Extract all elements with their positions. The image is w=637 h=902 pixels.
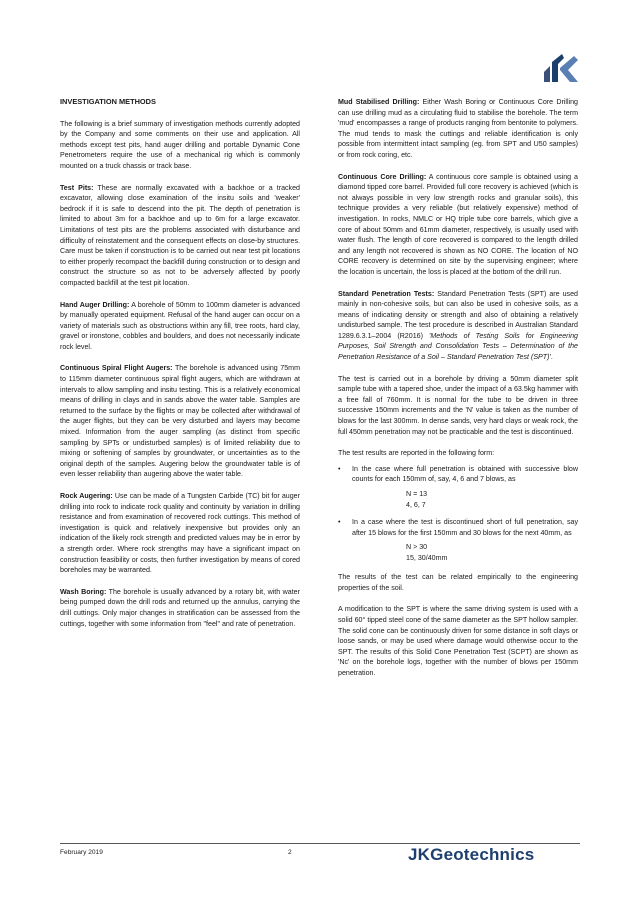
core-drilling-paragraph — [338, 172, 578, 278]
wash-boring-text: The borehole is usually advanced by a rotary bit, with water being pumped down the drill rods and returned up the annulus, carrying the drill cuttings. Only major changes in stratification can be assessed from the cuttings, together with some information from "feel" and rate of penetration. — [60, 587, 300, 628]
right-column — [338, 97, 578, 690]
formula-line: 15, 30/40mm — [406, 554, 448, 563]
brand-prefix: JK — [408, 845, 431, 864]
brand-suffix: Geotechnics — [430, 845, 535, 864]
spt-heading: Standard Penetration Tests: — [338, 289, 435, 298]
bullet-item — [338, 464, 578, 485]
formula-line: 4, 6, 7 — [406, 501, 426, 509]
hand-auger-paragraph — [60, 300, 300, 353]
bullet-text: In a case where the test is discontinued short of full penetration, say after 15 blows for the first 150mm and 30 blows for the next 40mm, as — [352, 518, 578, 537]
core-drilling-text: A continuous core sample is obtained using a diamond tipped core barrel. Provided full core recovery is achieved (which is not always possible in very low strength rocks and granular soils), this technique provides a very reliable (but relatively expensive) method of investigation. In rocks, NMLC or HQ triple tube core barrels, which give a core of about 50mm and 61mm diameter, respectively, is usually used with water flush. The length of core recovered is compared to the length drilled and any length not recovered is shown as NO CORE. The location of NO CORE recovery is determined on site by the supervising engineer; where the location is uncertain, the loss is placed at the bottom of the drill run. — [338, 172, 578, 276]
jk-logo-icon — [538, 52, 580, 84]
bullet-marker: • — [338, 518, 341, 526]
hand-auger-text: A borehole of 50mm to 100mm diameter is advanced by manually operated equipment. Refusal of the hand auger can occur on a variety of materials such as obstructions within any fill, tree roots, hard clay, gravel or ironstone, cobbles and boulders, and does not necessarily indicate rock level. — [60, 300, 300, 351]
spt-end: . — [550, 353, 553, 362]
section-title: INVESTIGATION METHODS — [60, 97, 156, 106]
bullet-text: In the case where full penetration is obtained with successive blow counts for each 150mm of, say, 4, 6 and 7 blows, as — [352, 464, 578, 484]
spiral-auger-text: The borehole is advanced using 75mm to 115mm diameter continuous spiral flight augers, which are withdrawn at intervals to allow sampling and insitu testing. This is a relatively economical means of drilling in clays and in sands above the water table. Samples are returned to the surface by the flights or may be collected after withdrawal of the auger flights, but they can be very disturbed and layers may become mixed. Information from the auger sampling (as distinct from specific sampling by SPTs or undisturbed samples) is of limited reliability due to mixing or softening of samples by groundwater, or uncertainties as to the original depth of the samples. Augering below the groundwater table is of even lesser reliability than augering above the water table. — [60, 364, 300, 479]
spiral-auger-heading: Continuous Spiral Flight Augers: — [60, 364, 173, 373]
spt-results-paragraph: The results of the test can be related empirically to the engineering properties of the soil. — [338, 573, 578, 592]
mud-drilling-text: Either Wash Boring or Continuous Core Drilling can use drilling mud as a circulating fluid to stabilise the borehole. The term 'mud' encompasses a range of products ranging from bentonite to polymers. The mud tends to mask the cuttings and reliable identification is only possible from intermittent intact sampling (eg. from SPT and U50 samples) or from rock coring, etc. — [338, 98, 579, 159]
spt-reporting-paragraph: The test results are reported in the following form: — [338, 449, 495, 458]
rock-augering-text: Use can be made of a Tungsten Carbide (TC) bit for auger drilling into rock to indicate rock quality and continuity by variation in drilling resistance and from examination of recovered rock cuttings. This method of investigation is quick and relatively inexpensive but provides only an indication of the likely rock strength and predicted values may be in error by a strength order. Where rock strengths may have a significant impact on construction feasibility or costs, then further investigation by means of cored boreholes may be warranted. — [60, 492, 300, 575]
bullet-item — [338, 517, 578, 538]
spt-paragraph — [338, 289, 578, 363]
rock-augering-paragraph — [60, 491, 300, 576]
test-pits-paragraph — [60, 183, 300, 289]
spiral-auger-paragraph — [60, 363, 300, 480]
formula-block — [338, 489, 578, 511]
scpt-paragraph: A modification to the SPT is where the same driving system is used with a solid 60° tipped steel cone of the same diameter as the SPT hollow sampler. The solid cone can be continuously driven for some distance in soft clays or loose sands, or may be used where damage would otherwise occur to the SPT. The results of this Solid Cone Penetration Test (SCPT) are shown as 'Nc' on the borehole logs, together with the number of blows per 150mm penetration. — [338, 605, 578, 677]
spt-text: Standard Penetration Tests (SPT) are used mainly in non-cohesive soils, but can also be used in cohesive soils, as a means of indicating density or strength and also of obtaining a relatively undisturbed sample. The test procedure is described in Australian Standard 1289.6.3.1–2004 (R2016) — [338, 289, 578, 340]
footer-divider — [60, 843, 580, 844]
spt-procedure-paragraph: The test is carried out in a borehole by driving a 50mm diameter split sample tube with a tapered shoe, under the impact of a 63.5kg hammer with a free fall of 760mm. It is normal for the tube to be driven in three successive 150mm increments and the 'N' value is taken as the number of blows for the last 300mm. In dense sands, very hard clays or weak rock, the full 450mm penetration may not be practicable and the test is discontinued. — [338, 374, 578, 436]
mud-drilling-heading: Mud Stabilised Drilling: — [338, 98, 420, 106]
page-number: 2 — [288, 849, 292, 856]
formula-block — [338, 542, 578, 564]
formula-line: N > 30 — [406, 543, 428, 552]
bullet-marker: • — [338, 464, 341, 473]
wash-boring-heading: Wash Boring: — [60, 587, 107, 596]
test-pits-text: These are normally excavated with a backhoe or a tracked excavator, allowing close examination of the insitu soils and 'weaker' bedrock if it is safe to descend into the pit. The depth of penetration is limited to about 3m for a backhoe and up to 6m for a large excavator. Limitations of test pits are the problems associated with disturbance and difficulty of reinstatement and the consequent effects on close-by structures. Care must be taken if construction is to be carried out near test pit locations to either properly recompact the backfill during construction or to design and construct the structure so as not to be adversely affected by poorly compacted backfill at the test pit location. — [60, 183, 300, 287]
footer-brand-logo — [408, 845, 534, 865]
footer-date: February 2019 — [60, 849, 103, 856]
left-column — [60, 97, 300, 640]
spt-standard-title: 'Methods of Testing Soils for Engineering Purposes, Soil Strength and Consolidation Tests – Determination of the Penetration Resistance of a Soil – Standard Penetration Test (SPT)' — [338, 331, 578, 362]
wash-boring-paragraph — [60, 587, 300, 629]
mud-drilling-paragraph — [338, 97, 578, 161]
core-drilling-heading: Continuous Core Drilling: — [338, 172, 427, 181]
intro-paragraph: The following is a brief summary of investigation methods currently adopted by the Company and some comments on their use and application. All methods except test pits, hand auger drilling and portable Dynamic Cone Penetrometers require the use of a mechanical rig which is commonly mounted on a truck chassis or track base. — [60, 119, 300, 170]
formula-line: N = 13 — [406, 490, 428, 498]
test-pits-heading: Test Pits: — [60, 183, 94, 192]
hand-auger-heading: Hand Auger Drilling: — [60, 300, 130, 309]
rock-augering-heading: Rock Augering: — [60, 492, 113, 500]
